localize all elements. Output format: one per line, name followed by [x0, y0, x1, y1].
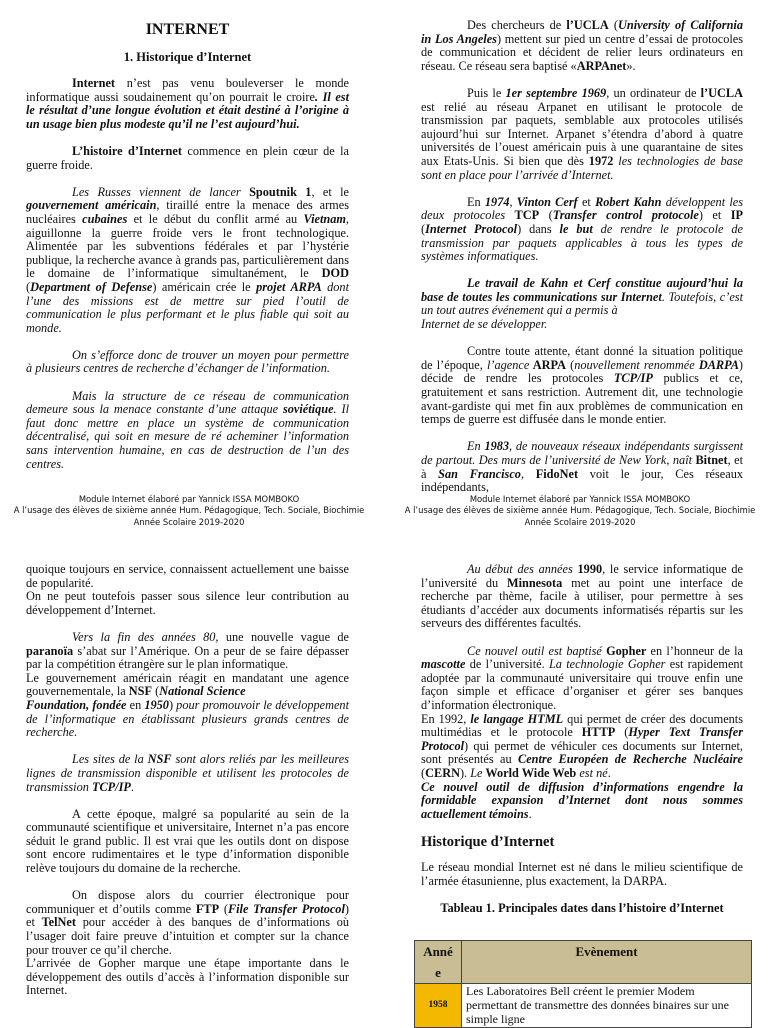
table-caption: Tableau 1. Principales dates dans l’histoire d’Internet	[440, 901, 724, 916]
table-cell-event: Les Laboratoires Bell créent le premier Modem permettant de transmettre des données binaires sur une simple ligne	[462, 984, 752, 1028]
page-title: INTERNET	[145, 21, 230, 38]
paragraph: Puis le 1er septembre 1969, un ordinateur de l’UCLA est relié au réseau Arpanet en utilisant le protocole de transmission par paquets, semblable aux protocoles utilisés aujourd’hui sur Internet. Arpanet s’étendra d’abord à quatre universités de l’ouest américain puis à une quarantaine de sites aux Etats-Unis. Si bien que dès 1972 les technologies de base sont en place pour l’arrivée d’Internet.	[421, 85, 743, 182]
table-header-year: Anné e	[415, 941, 462, 984]
paragraph: On ne peut toutefois passer sous silence leur contribution au développement d’Internet.	[26, 589, 349, 617]
paragraph: En 1992, le langage HTML qui permet de créer des documents multimédias et le protocole HTTP (Hyper Text Transfer Protocol) qui permet de véhiculer ces documents sur Internet, sont présentés au Centre Européen de Recherche Nucléaire (CERN). Le World Wide Web est né.	[421, 711, 744, 780]
section-heading: Historique d’Internet	[421, 834, 555, 851]
paragraph: Le réseau mondial Internet est né dans le milieu scientifique de l’armée étasunienne, plus exactement, la DARPA.	[421, 860, 743, 888]
paragraph: Le travail de Kahn et Cerf constitue aujourd’hui la base de toutes les communications sur Internet. Toutefois, c’est un tout autres événement qui a permis à Internet de se développer.	[421, 276, 743, 332]
table-header-event: Evènement	[462, 941, 752, 984]
paragraph: En 1983, de nouveaux réseaux indépendants surgissent de partout. Des murs de l’université de New York, naît Bitnet, et à San Francisco, FidoNet voit le jour, Ces réseaux indépendants,	[421, 439, 744, 495]
paragraph: Vers la fin des années 80, une nouvelle vague de paranoïa s’abat sur l’Amérique. On a peur de se faire dépasser par la compétition étrangère sur le plan informatique.	[26, 629, 349, 672]
page2-left-column	[26, 563, 349, 998]
paragraph: On dispose alors du courrier électronique pour communiquer et d’outils comme FTP (File Transfer Protocol) et TelNet pour accéder à des banques de d’informations où l’usager doit faire preuve d’intuition et compter sur la chance pour trouver ce qu’il cherche.	[26, 888, 349, 957]
paragraph: Au début des années 1990, le service informatique de l’université du Minnesota met au point une interface de recherche par thème, facile à utiliser, pour permettre à ses étudiants d’accéder aux documents informatisés répartis sur les serveurs des différentes facultés.	[421, 562, 743, 631]
paragraph: Les Russes viennent de lancer Spoutnik 1, et le gouvernement américain, tiraillé entre la menace des armes nucléaires cubaines et le début du conflit armé au Vietnam, aiguillonne la guerre froide vers le front technologique. Alimentée par les subventions fédérales et par l’hystérie publique, la recherche avance à grands pas, particulièrement dans le domaine de l’informatique simultanément, le DOD (Department of Defense) américain crée le projet ARPA dont l’une des missions est de mettre sur pied l’outil de communication le plus performant et le plus fiable qui soit au monde.	[26, 184, 349, 335]
page-footer-left: Module Internet élaboré par Yannick ISSA MOMBOKO A l’usage des élèves de sixième année Hum. Pédagogique, Tech. Sociale, Biochimie Année Scolaire 2019-2020	[13, 494, 365, 527]
paragraph: L’arrivée de Gopher marque une étape importante dans le développement des outils d’accès à l’information disponible sur Internet.	[26, 956, 349, 998]
paragraph: Le gouvernement américain réagit en mandatant une agence gouvernementale, la NSF (National Science Foundation, fondée en 1950) pour promouvoir le développement de l’informatique en établissant plusieurs grands centres de recherche.	[26, 670, 349, 740]
paragraph: Contre toute attente, étant donné la situation politique de l’époque, l’agence ARPA (nouvellement renommée DARPA) décide de rendre les protocoles TCP/IP publics et ce, gratuitement et sans restriction. Autrement dit, une technologie avant-gardiste qui met fin aux problèmes de communication en temps de guerre est diffusée dans le monde entier.	[421, 344, 744, 427]
paragraph: quoique toujours en service, connaissent actuellement une baisse de popularité.	[26, 562, 349, 590]
paragraph: Mais la structure de ce réseau de communication demeure sous la menace constante d’une attaque soviétique. Il faut donc mettre en place un système de communication décentralisé, qui soit en mesure de ré acheminer l’information sans intervention humaine, en cas de destruction de l’un des centres.	[26, 388, 349, 471]
table-row	[415, 984, 752, 1028]
section-heading: 1. Historique d’Internet	[123, 50, 252, 64]
paragraph: On s’efforce donc de trouver un moyen pour permettre à plusieurs centres de recherche d’échanger de l’information.	[26, 347, 349, 376]
page1-right-column	[421, 19, 743, 495]
paragraph: En 1974, Vinton Cerf et Robert Kahn développent les deux protocoles TCP (Transfer control protocole) et IP (Internet Protocol) dans le but de rendre le protocole de transmission par paquets applicables à tous les types de systèmes informatiques.	[421, 194, 743, 264]
page1-left-column	[26, 77, 349, 471]
paragraph: Ce nouvel outil de diffusion d’informations engendre la formidable expansion d’Internet dont nous sommes actuellement témoins.	[421, 779, 743, 821]
page2-right-column	[421, 563, 743, 916]
paragraph: Internet n’est pas venu bouleverser le monde informatique aussi soudainement qu’on pourrait le croire. Il est le résultat d’une longue évolution et était destiné à l’origine à un usage bien plus modeste qu’il ne l’est aujourd’hui.	[26, 76, 349, 131]
page-footer-right: Module Internet élaboré par Yannick ISSA MOMBOKO A l’usage des élèves de sixième année Hum. Pédagogique, Tech. Sociale, Biochimie Année Scolaire 2019-2020	[404, 494, 756, 527]
paragraph: A cette époque, malgré sa popularité au sein de la communauté scientifique et universitaire, Internet n’a pas encore séduit le grand public. Il est vrai que les outils dont on dispose sont encore rudimentaires et le type d’information disponible relève toujours du domaine de la recherche.	[26, 806, 349, 876]
dates-table	[414, 940, 752, 1028]
paragraph: Ce nouvel outil est baptisé Gopher en l’honneur de la mascotte de l’université. La technologie Gopher est rapidement adoptée par la communauté universitaire qui trouve enfin une façon simple et efficace d’organiser et gérer ses banques d’information électronique.	[421, 643, 743, 712]
paragraph: Les sites de la NSF sont alors reliés par les meilleures lignes de transmission disponible et utilisent les protocoles de transmission TCP/IP.	[26, 752, 349, 794]
paragraph: L’histoire d’Internet commence en plein cœur de la guerre froide.	[26, 143, 349, 172]
paragraph: Des chercheurs de l’UCLA (University of California in Los Angeles) mettent sur pied un centre d’essai de protocoles de communication et décident de relier leurs ordinateurs en réseau. Ce réseau sera baptisé «ARPAnet».	[421, 18, 744, 73]
table-cell-year: 1958	[415, 984, 462, 1028]
